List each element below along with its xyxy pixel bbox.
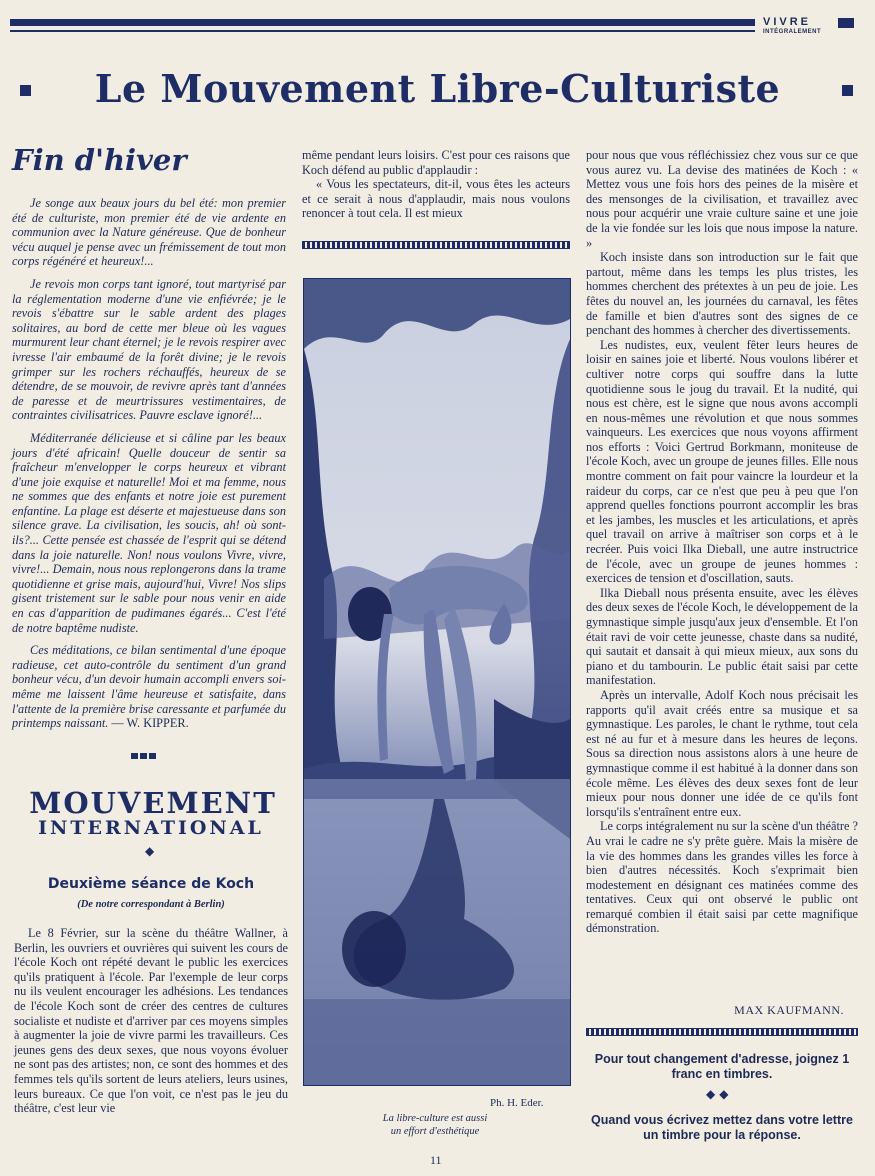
article-byline: (De notre correspondant à Berlin) [77, 899, 225, 910]
photo [303, 278, 571, 1086]
paragraph: « Vous les spectateurs, dit-il, vous êtes les acteurs et ce serait à nous d'applaudir, mais nous voulons renoncer à tout cela. Il est mieux [302, 177, 570, 221]
title-square-right [842, 85, 853, 96]
paragraph: Le 8 Février, sur la scène du théâtre Wallner, à Berlin, les ouvriers et ouvrières qui suivent les cours de l'école Koch ont répété devant le public les exercices qu'ils pratiquent à l'école. Par l'exemple de leur corps nu ils veulent encourager les adhésions. Les tendances de l'école Koch sont de créer des centres de cultures socialiste et nudiste et d'arriver par ces moyens simples à augmenter la joie de vivre parmi les travailleurs. Ces jeunes gens des deux sexes, que nous voyons évoluer ne sont pas des artistes; non, ce sont des hommes et des femmes tels qu'ils sortent de leurs ateliers, leurs usines, leurs bureaux. Ce que l'on voit, ce n'est pas le jeu du théâtre, c'est leur vie [14, 926, 288, 1116]
paragraph: même pendant leurs loisirs. C'est pour ces raisons que Koch défend au public d'applaudir : [302, 148, 570, 177]
masthead-logo-box [838, 18, 854, 28]
caption-line: un effort d'esthétique [390, 1126, 480, 1137]
diamond-ornament: ◆ [145, 844, 155, 858]
paragraph: Ilka Dieball nous présenta ensuite, avec les élèves des deux sexes de l'école Koch, le développement de la gymnastique simple jusqu'aux jeux d'ensemble. Et l'on était ravi de voir cette jeunesse, chaste dans sa nudité, qui sautait et dansait à qui mieux mieux, aux sons du piano et du tambourin. Le public était saisi par cette manifestation. [586, 585, 858, 688]
photo-credit: Ph. H. Eder. [490, 1097, 544, 1109]
paragraph: Le corps intégralement nu sur la scène d'un théâtre ? Au vrai le cadre ne s'y prête guère. Mais la misère de la vie des hommes dans les grandes villes les force à bien d'autres nécessités. Koch s'exprimait bien modestement en désignant ces matinées comme des tentatives. Ceux qui ont observé le public ont remarqué combien il était saisi par cette magnifique démonstration. [586, 819, 858, 936]
notice-reply-stamp: Quand vous écrivez mettez dans votre lettre un timbre pour la réponse. [591, 1113, 853, 1142]
paragraph: pour nous que vous réfléchissiez chez vous sur ce que vous aurez vu. La devise des matinées de Koch : « Mettez vous une fois hors des peines de la misère et des mensonges de la civilisation, et travaillez avec nous pour acquérir une vraie culture saine et une joie de la vie fondée sur les lois que nous impose la nature. » [586, 148, 858, 250]
page-number: 11 [430, 1153, 442, 1167]
masthead-title: VIVRE [763, 16, 812, 28]
paragraph: Je revois mon corps tant ignoré, tout martyrisé par la réglementation moderne d'une vie enfiévrée; je le revois s'ébattre sur le sable ardent des plages solitaires, au bord de cette mer bleue où les vagues murmurent leur chant éternel; je le revois respirer avec ivresse l'air embaumé de la forêt divine; je le revois grimper sur les rochers réchauffés, heureux de se détendre, de se mouvoir, de revivre après tant d'années de paresse et de meurtrissures vestimentaires, de contraintes civilisatrices. Pauvre esclave ignoré!... [12, 276, 286, 423]
article-heading: Fin d'hiver [12, 143, 187, 177]
page-title: Le Mouvement Libre-Culturiste [94, 66, 781, 111]
section-separator [131, 748, 158, 763]
paragraph: Les nudistes, eux, veulent fêter leurs heures de loisir en saines joie et liberté. Nous voulons libérer et cultiver notre corps qui souffre dans la lutte quotidienne sous le joug du travail. Et la nudité, qui nous est chère, est le signe que nous avons accompli en nous-mêmes une révolution et que nous sommes vainqueurs. Les exercices que nous voyons affirment nos efforts : Voici Gertrud Borkmann, moniteuse de l'école Koch, avec un groupe de jeunes filles. Elle nous montre comment on fait pour vaincre la lourdeur et la raideur du corps, car ce n'est que peu à peu que l'on apprend quelles fonctions pourront accomplir les bras et les jambes, les muscles et les articulations, et après quel travail on arrive à maîtriser son corps et à le recréer. Puis voici Ilka Dieball, une autre instructrice de l'école, avec un groupe de jeunes hommes : exercices de tension et d'oscillation, sauts. [586, 337, 858, 586]
paragraph: Koch insiste dans son introduction sur le fait que partout, même dans les temps les plus tristes, les hommes cherchent des prétextes à un peu de joie. Les fêtes du nouvel an, les journées du carnaval, les fêtes de famille et bien d'autres sont des signes de ce penchant des hommes à chercher des divertissements. [586, 250, 858, 338]
paragraph [12, 643, 286, 731]
paragraph: Méditerranée délicieuse et si câline par les beaux jours d'été africain! Quelle douceur de sentir sa fraîcheur m'envelopper le corps heureux et vibrant d'une joie exquise et naturelle! Moi et ma femme, nous ne sommes que des enfants et notre joie est purement enfantine. La plage est déserte et majestueuse dans son silence grave. La civilisation, les soucis, ah! où sont-ils?... Cette pensée est chassée de l'esprit qui se détend dans la joie naturelle. Non! nous voulons Vivre, vivre, vivre!... Demain, nous nous replongerons dans la trame quotidienne et grise mais, aujourd'hui, Vivre! Nos slips gisent tristement sur le sable pour nous venir en aide en cas d'apparition de pudimanes égarés... C'est l'été de notre baptême nudiste. [12, 430, 286, 635]
photo-illustration [304, 279, 570, 1085]
caption-line: La libre-culture est aussi [382, 1113, 488, 1124]
section-subtitle: INTERNATIONAL [38, 817, 264, 839]
paragraph-text: Ces méditations, ce bilan sentimental d'une époque radieuse, cet auto-contrôle du sentiment d'un grand bonheur vécu, d'un devoir humain accompli envers soi-même me laissent l'âme heureuse et satisfaite, dans l'attente de la première brise caressante et parfumée du printemps naissant. [12, 643, 286, 731]
diamond-ornament: ◆◆ [706, 1087, 733, 1101]
top-rule-thin [10, 30, 755, 32]
photo-caption [320, 1112, 550, 1138]
top-rule [10, 19, 755, 26]
signature: — W. KIPPER. [111, 716, 189, 731]
paragraph: Après un intervalle, Adolf Koch nous précisait les rapports qu'il avait créés entre sa musique et sa gymnastique. Les paroles, le chant le rythme, tout cela est né au fur et à mesure dans les heures de leçons. Sous sa direction nous assistons alors à une heure de gymnastique comme il est habitué à la donner dans son école même. Les élèves des deux sexes font de leur mieux pour nous donner une idée de ce qu'ils font lorsqu'ils s'entraînent entre eux. [586, 687, 858, 819]
article-title: Deuxième séance de Koch [47, 876, 255, 892]
decorative-rule [586, 1028, 858, 1036]
signature: MAX KAUFMANN. [734, 1003, 844, 1017]
decorative-rule [302, 241, 570, 249]
article-text-start [14, 926, 288, 1116]
column-1-text [12, 196, 286, 739]
column-2-text [302, 148, 570, 221]
section-title: MOUVEMENT [29, 786, 277, 820]
column-3-text [586, 148, 858, 936]
notice-address-change: Pour tout changement d'adresse, joignez 1 franc en timbres. [594, 1052, 850, 1081]
paragraph: Je songe aux beaux jours du bel été: mon premier été de culturiste, mon premier été de vie ardente en communion avec la Nature généreuse. Que de bonheur vécu auquel je pense avec un frémissement de tout mon corps régénéré et heureux!... [12, 196, 286, 269]
masthead-subtitle: INTÉGRALEMENT [763, 29, 822, 35]
